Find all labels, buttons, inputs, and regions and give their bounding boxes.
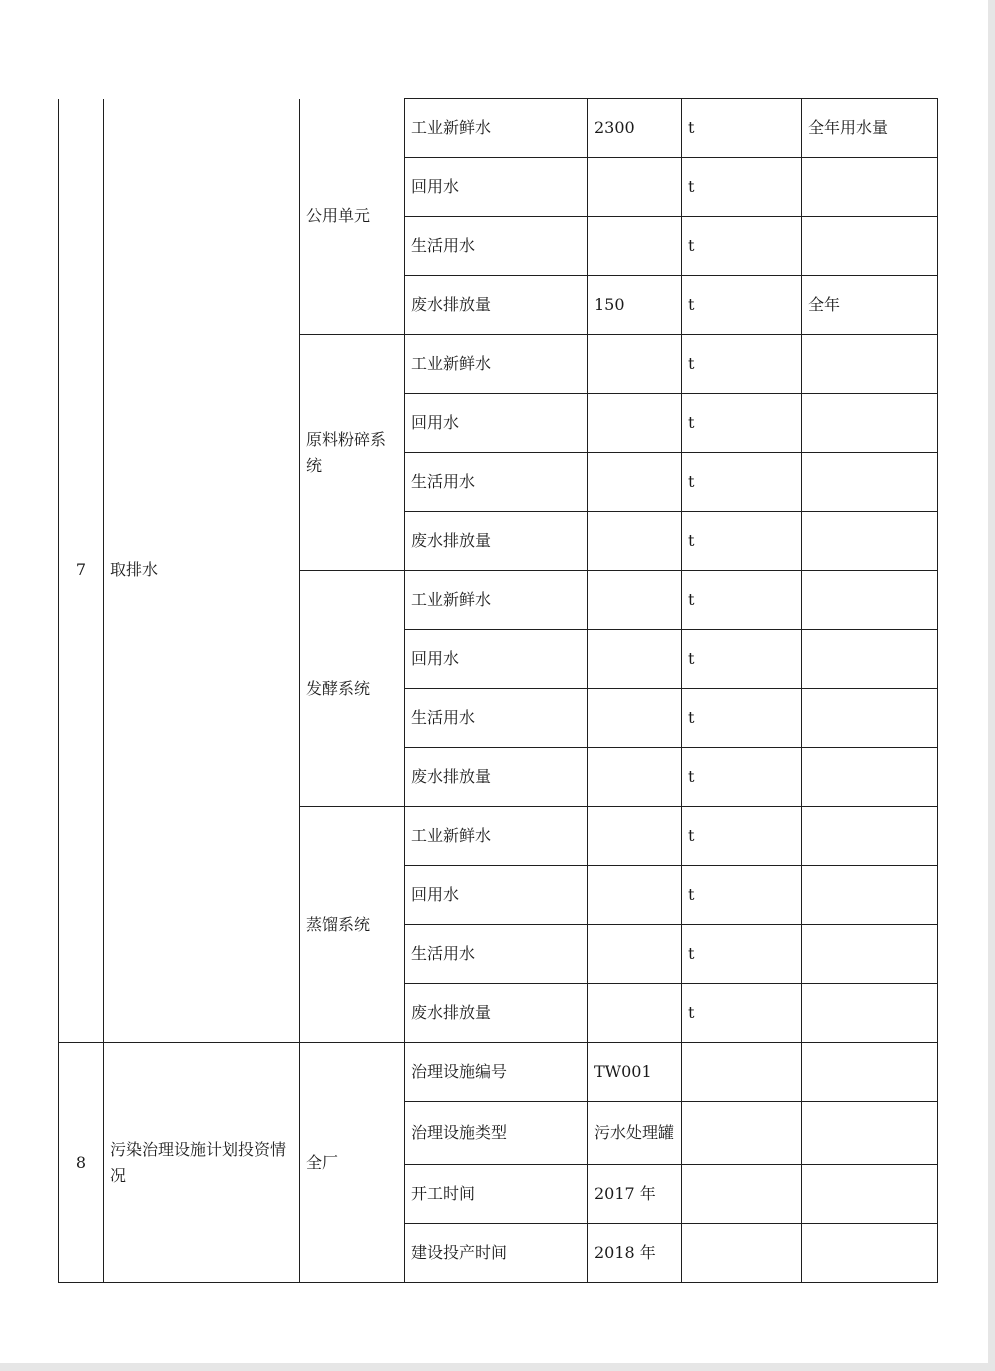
indicator-unit: t	[682, 630, 802, 689]
indicator-note	[802, 866, 938, 925]
indicator-name: 回用水	[405, 630, 588, 689]
indicator-name: 回用水	[405, 866, 588, 925]
indicator-unit: t	[682, 512, 802, 571]
indicator-value	[588, 453, 682, 512]
viewer-scrollbar-track	[988, 0, 995, 1371]
indicator-unit: t	[682, 984, 802, 1043]
indicator-value: 2018 年	[588, 1224, 682, 1283]
unit-name: 蒸馏系统	[300, 807, 405, 1043]
indicator-note	[802, 1165, 938, 1224]
indicator-unit	[682, 1102, 802, 1165]
section-number: 8	[59, 1043, 104, 1283]
indicator-value	[588, 807, 682, 866]
indicator-unit: t	[682, 866, 802, 925]
indicator-name: 生活用水	[405, 689, 588, 748]
section-item: 污染治理设施计划投资情况	[104, 1043, 300, 1283]
section-number: 7	[59, 99, 104, 1043]
indicator-name: 工业新鲜水	[405, 99, 588, 158]
indicator-value	[588, 866, 682, 925]
indicator-unit: t	[682, 807, 802, 866]
indicator-value	[588, 158, 682, 217]
indicator-unit: t	[682, 689, 802, 748]
indicator-unit: t	[682, 158, 802, 217]
section-item: 取排水	[104, 99, 300, 1043]
indicator-note	[802, 1224, 938, 1283]
indicator-name: 治理设施编号	[405, 1043, 588, 1102]
indicator-note	[802, 984, 938, 1043]
indicator-name: 废水排放量	[405, 512, 588, 571]
indicator-name: 废水排放量	[405, 748, 588, 807]
indicator-name: 生活用水	[405, 217, 588, 276]
table-row	[59, 1043, 938, 1102]
indicator-value	[588, 217, 682, 276]
indicator-value	[588, 512, 682, 571]
indicator-note	[802, 1102, 938, 1165]
indicator-value: 2300	[588, 99, 682, 158]
indicator-name: 治理设施类型	[405, 1102, 588, 1165]
indicator-note	[802, 335, 938, 394]
indicator-name: 回用水	[405, 158, 588, 217]
indicator-unit	[682, 1043, 802, 1102]
indicator-name: 生活用水	[405, 925, 588, 984]
indicator-note	[802, 1043, 938, 1102]
page-bottom-edge	[0, 1363, 995, 1371]
indicator-value: TW001	[588, 1043, 682, 1102]
indicator-note	[802, 571, 938, 630]
indicator-value	[588, 394, 682, 453]
indicator-name: 工业新鲜水	[405, 571, 588, 630]
indicator-unit: t	[682, 925, 802, 984]
indicator-unit: t	[682, 217, 802, 276]
indicator-unit	[682, 1165, 802, 1224]
indicator-value	[588, 984, 682, 1043]
indicator-note: 全年用水量	[802, 99, 938, 158]
indicator-value: 150	[588, 276, 682, 335]
indicator-value	[588, 925, 682, 984]
indicator-note	[802, 807, 938, 866]
discharge-permit-table	[58, 98, 938, 1283]
indicator-value	[588, 689, 682, 748]
indicator-name: 建设投产时间	[405, 1224, 588, 1283]
indicator-name: 生活用水	[405, 453, 588, 512]
indicator-note	[802, 512, 938, 571]
indicator-value	[588, 748, 682, 807]
indicator-unit: t	[682, 453, 802, 512]
indicator-note	[802, 217, 938, 276]
indicator-unit: t	[682, 748, 802, 807]
indicator-value: 污水处理罐	[588, 1102, 682, 1165]
indicator-note: 全年	[802, 276, 938, 335]
unit-name: 公用单元	[300, 99, 405, 335]
unit-name: 全厂	[300, 1043, 405, 1283]
indicator-unit: t	[682, 99, 802, 158]
indicator-unit: t	[682, 276, 802, 335]
indicator-unit: t	[682, 571, 802, 630]
indicator-name: 废水排放量	[405, 984, 588, 1043]
indicator-name: 废水排放量	[405, 276, 588, 335]
indicator-name: 开工时间	[405, 1165, 588, 1224]
indicator-name: 工业新鲜水	[405, 807, 588, 866]
indicator-note	[802, 158, 938, 217]
indicator-name: 回用水	[405, 394, 588, 453]
indicator-unit: t	[682, 335, 802, 394]
indicator-note	[802, 748, 938, 807]
indicator-note	[802, 689, 938, 748]
indicator-value	[588, 571, 682, 630]
unit-name: 原料粉碎系统	[300, 335, 405, 571]
indicator-name: 工业新鲜水	[405, 335, 588, 394]
indicator-note	[802, 394, 938, 453]
indicator-unit: t	[682, 394, 802, 453]
indicator-value	[588, 335, 682, 394]
indicator-unit	[682, 1224, 802, 1283]
indicator-value: 2017 年	[588, 1165, 682, 1224]
unit-name: 发酵系统	[300, 571, 405, 807]
indicator-value	[588, 630, 682, 689]
table-row	[59, 99, 938, 158]
indicator-note	[802, 925, 938, 984]
indicator-note	[802, 453, 938, 512]
indicator-note	[802, 630, 938, 689]
